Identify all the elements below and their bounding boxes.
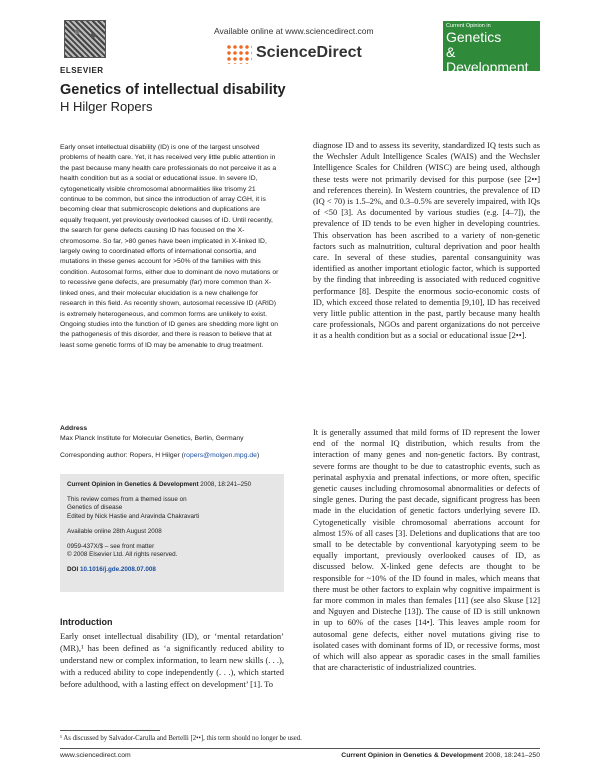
infobox-available-date: Available online 28th August 2008 <box>67 527 162 535</box>
journal-prefix: Current Opinion in <box>446 23 491 29</box>
journal-logo <box>443 21 540 75</box>
sciencedirect-wordmark: ScienceDirect <box>256 44 362 61</box>
address: Max Planck Institute for Molecular Genetics, Berlin, Germany <box>60 435 244 442</box>
publisher-name: ELSEVIER <box>60 66 104 75</box>
infobox-issn: 0959-437X/$ – see front matter <box>67 542 155 550</box>
infobox-journal: Current Opinion in Genetics & Development <box>67 481 199 488</box>
corresponding-suffix: ) <box>256 452 260 459</box>
footer-divider <box>60 748 540 749</box>
available-online-text: Available online at www.sciencedirect.com <box>214 26 374 36</box>
abstract: Early onset intellectual disability (ID) is one of the largest unsolved problems of health care. Yet, it has received very little public attention in the past because many health care professionals do not perceive it as a health condition but as a social or educational issue. In severe ID, cytogenetically visible chromosomal abnormalities like trisomy 21 continue to be common, but since the introduction of array CGH, it is becoming clear that submicroscopic deletions and duplications are equally frequent, yet previously overlooked causes of ID. Until recently, the search for gene defects causing ID has focused on the X-chromosome. So far, >80 genes have been implicated in X-linked ID, largely owing to coordinated efforts of international consortia, and mutations in these genes account for >50% of the families with this condition. Autosomal forms, either due to dominant de novo mutations or to recessive gene defects, are presumably (far) more common than X-linked ones, and their molecular elucidation is a new challenge for research in this field. As recently shown, autosomal recessive ID (ARID) is extremely heterogeneous, and common forms are unlikely to exist. Ongoing studies into the function of ID genes are shedding more light on the pathogenesis of this disorder, and there is reason to believe that at least some genetic forms of ID may be amenable to drug treatment. <box>60 144 279 349</box>
article-title: Genetics of intellectual disability <box>60 82 286 98</box>
infobox-theme-topic: Genetics of disease <box>67 504 123 512</box>
right-paragraph-1: diagnose ID and to assess its severity, standardized IQ tests such as the Wechsler Adult Intelligence Scales (WAIS) and the Wechsler Intelligence Scales for Children (WISC) are being used, although these tests were not primarily devised for this purpose (see [2••] and references therein). In Western countries, the prevalence of ID (IQ < 70) is 1.5–2%, and 0.3–0.5% are severely impaired, with IQs of <50 [3]. As documented by various studies (e.g. [4–7]), the prevalence of ID tends to be even higher in developing countries. This observation has been ascribed to a variety of non-genetic factors such as malnutrition, cultural deprivation and poor health care. In several of these studies, parental consanguinity was identified as another important etiologic factor, which is supported by the finding that inbreeding is associated with reduced cognitive performance [8]. Despite the enormous socio-economic costs of ID, which exceed those related to dementia [9,10], ID has received very little public attention in the past, partly because many health care professionals, NGOs and parent organizations do not perceive it as a health condition but as a social or educational issue [2••]. <box>313 141 540 341</box>
journal-name-line1: Genetics <box>446 29 502 45</box>
footnote: ¹ As discussed by Salvador-Carulla and Bertelli [2••], this term should no longer be used. <box>60 735 302 742</box>
corresponding-prefix: Corresponding author: Ropers, H Hilger ( <box>60 452 184 459</box>
journal-name-line2: & Development <box>446 44 529 75</box>
footer-citation-text: 2008, 18:241–250 <box>483 752 540 759</box>
infobox-citation: 2008, 18:241–250 <box>198 481 252 488</box>
article-info-box <box>60 474 284 592</box>
footnote-divider <box>60 730 160 731</box>
infobox-theme-line: This review comes from a themed issue on <box>67 495 187 503</box>
corresponding-author <box>60 452 259 459</box>
corresponding-email-link[interactable]: ropers@molgen.mpg.de <box>183 452 257 459</box>
infobox-editors: Edited by Nick Hastie and Aravinda Chakravarti <box>67 513 200 521</box>
infobox-doi-label: DOI <box>67 565 80 573</box>
footer-journal: Current Opinion in Genetics & Development <box>341 752 484 759</box>
sciencedirect-logo[interactable] <box>222 40 372 66</box>
introduction-heading: Introduction <box>60 617 113 627</box>
infobox-copyright: © 2008 Elsevier Ltd. All rights reserved. <box>67 551 178 559</box>
footer-website-link[interactable]: www.sciencedirect.com <box>60 752 131 759</box>
article-author: H Hilger Ropers <box>60 99 153 114</box>
footer-citation <box>341 752 540 759</box>
introduction-text: Early onset intellectual disability (ID), or ‘mental retardation’ (MR),¹ has been defined as ‘a significantly reduced ability to understand new or complex information, to learn new skills (. . .), with a reduced ability to cope independently (. . .), which started before adulthood, with a lasting effect on development’ [1]. To <box>60 631 284 689</box>
right-paragraph-2: It is generally assumed that mild forms of ID represent the lower end of the normal IQ distribution, which results from the interaction of many genes and non-genetic factors. By contrast, severe forms are thought to be due to catastrophic events, such as perinatal asphyxia and prenatal infections, or more often, specific genetic causes including chromosomal abnormalities or defects of single genes. During the past decade, significant progress has been made in the elucidation of genetic factors underlying severe ID. Cytogenetically visible chromosomal aberrations account for almost 15% of all cases [3]. Deletions and duplications that are too small to be detectable by conventional karyotyping seem to be equally important, previously overlooked causes of ID, as discussed below. X-linked gene defects are thought to be responsible for ~10% of the ID found in males, which means that there must be other factors to explain why cognitive impairment is far more common in males than females [11] (see also Skuse [12] and Nguyen and Disteche [13]). The cause of ID is still unknown in up to 60% of the cases [14•]. This leaves ample room for autosomal gene defects, either novel mutations giving rise to isolated cases with dominant forms of ID, or recessive forms, most of which will also appear as sporadic cases in the small families that are characteristic of industrialized countries. <box>313 428 540 673</box>
elsevier-tree-logo <box>60 20 108 72</box>
doi-link[interactable]: 10.1016/j.gde.2008.07.008 <box>79 565 156 573</box>
sciencedirect-dots-icon <box>226 44 252 64</box>
address-heading: Address <box>60 425 88 432</box>
